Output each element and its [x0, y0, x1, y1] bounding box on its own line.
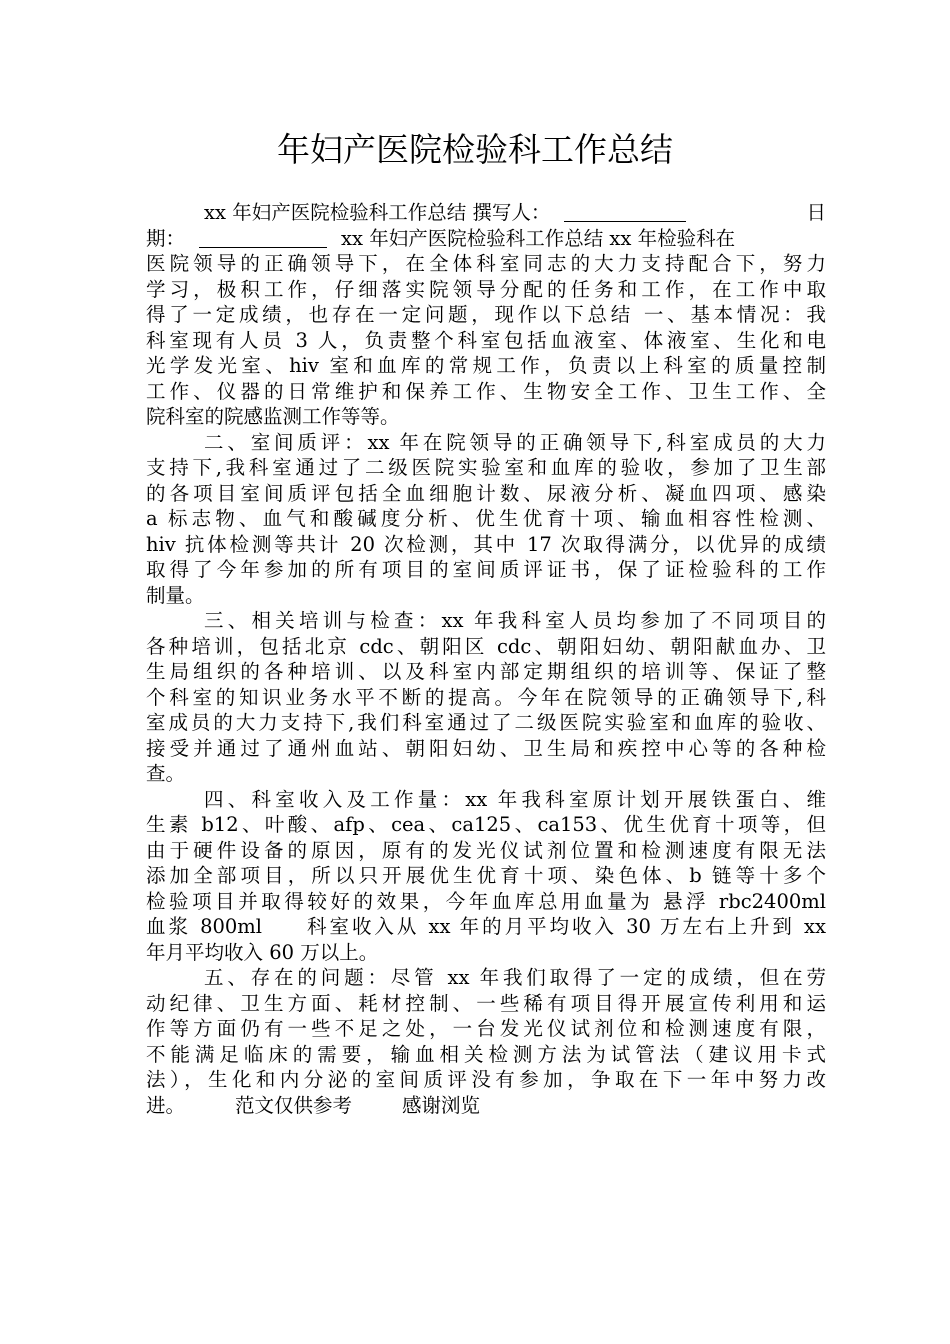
text-line: 不能满足临床的需要，输血相关检测方法为试管法（建议用卡式 [146, 1042, 826, 1066]
text-line: 年月平均收入 60 万以上。 [146, 940, 379, 964]
text-line: 五、存在的问题：尽管 xx 年我们取得了一定的成绩，但在劳 [204, 966, 826, 989]
text-line: 室成员的大力支持下,我们科室通过了二级医院实验室和血库的验收、 [146, 711, 826, 734]
text-line: hiv 抗体检测等共计 20 次检测，其中 17 次取得满分，以优异的成绩 [146, 532, 826, 556]
text-line [146, 200, 826, 226]
text-line: 生素 b12、叶酸、afp、cea、ca125、ca153、优生优育十项等，但 [146, 813, 826, 836]
text-line: 各种培训，包括北京 cdc、朝阳区 cdc、朝阳妇幼、朝阳献血办、卫 [146, 634, 826, 658]
text-line: 三、相关培训与检查：xx 年我科室人员均参加了不同项目的 [204, 609, 826, 632]
text-line: 取得了今年参加的所有项目的室间质评证书，保了证检验科的工作 [146, 558, 826, 581]
text-line: 法），生化和内分泌的室间质评没有参加，争取在下一年中努力改 [146, 1068, 826, 1091]
text-line [146, 226, 826, 252]
text-line: 动纪律、卫生方面、耗材控制、一些稀有项目得开展宣传利用和运 [146, 991, 826, 1015]
text-line: 查。 [146, 762, 186, 785]
text-line: 的各项目室间质评包括全血细胞计数、尿液分析、凝血四项、感染 [146, 481, 826, 505]
blank-field [564, 202, 686, 222]
text-line: 得了一定成绩，也存在一定问题，现作以下总结 一、基本情况：我 [146, 303, 826, 326]
text-segment: 期： [146, 226, 186, 250]
text-line: 科室现有人员 3 人，负责整个科室包括血液室、体液室、生化和电 [146, 328, 826, 352]
text-line: 个科室的知识业务水平不断的提高。今年在院领导的正确领导下,科 [146, 685, 826, 709]
text-line: 接受并通过了通州血站、朝阳妇幼、卫生局和疾控中心等的各种检 [146, 736, 826, 760]
text-line: a 标志物、血气和酸碱度分析、优生优育十项、输血相容性检测、 [146, 507, 826, 530]
text-line: 光学发光室、hiv 室和血库的常规工作，负责以上科室的质量控制 [146, 354, 826, 377]
text-line: 四、科室收入及工作量：xx 年我科室原计划开展铁蛋白、维 [204, 787, 826, 811]
document-body [146, 200, 826, 1118]
text-segment: 感谢浏览 [402, 1093, 481, 1117]
text-line: 学习，极积工作，仔细落实院领导分配的任务和工作，在工作中取 [146, 277, 826, 301]
text-segment: 科室收入从 xx 年的月平均收入 30 万左右上升到 xx [304, 915, 826, 938]
text-line: 检验项目并取得较好的效果，今年血库总用血量为 悬浮 rbc2400ml [146, 889, 826, 913]
text-line: 工作、仪器的日常维护和保养工作、生物安全工作、卫生工作、全 [146, 379, 826, 403]
text-line: 院科室的院感监测工作等等。 [146, 405, 400, 428]
text-segment: xx 年妇产医院检验科工作总结 xx 年检验科在 [341, 226, 736, 250]
text-line: 由于硬件设备的原因，原有的发光仪试剂位置和检测速度有限无法 [146, 838, 826, 862]
text-line: 支持下,我科室通过了二级医院实验室和血库的验收，参加了卫生部 [146, 456, 826, 479]
text-line: 生局组织的各种培训、以及科室内部定期组织的培训等、保证了整 [146, 660, 826, 683]
text-line: 二、室间质评：xx 年在院领导的正确领导下,科室成员的大力 [204, 430, 826, 454]
text-segment: 范文仅供参考 [235, 1093, 353, 1117]
text-segment: 日 [806, 201, 826, 224]
text-line [146, 914, 826, 940]
document-title: 年妇产医院检验科工作总结 [277, 130, 673, 169]
blank-field [199, 228, 327, 248]
text-segment: xx 年妇产医院检验科工作总结 撰写人： [204, 201, 551, 224]
text-line: 制量。 [146, 583, 205, 607]
text-line: 医院领导的正确领导下，在全体科室同志的大力支持配合下，努力 [146, 252, 826, 275]
text-line [146, 1093, 826, 1119]
text-segment: 进。 [146, 1093, 186, 1117]
text-segment: 血浆 800ml [146, 915, 263, 938]
text-line: 添加全部项目，所以只开展优生优育十项、染色体、b 链等十多个 [146, 864, 826, 887]
text-line: 作等方面仍有一些不足之处，一台发光仪试剂位和检测速度有限， [146, 1017, 826, 1040]
